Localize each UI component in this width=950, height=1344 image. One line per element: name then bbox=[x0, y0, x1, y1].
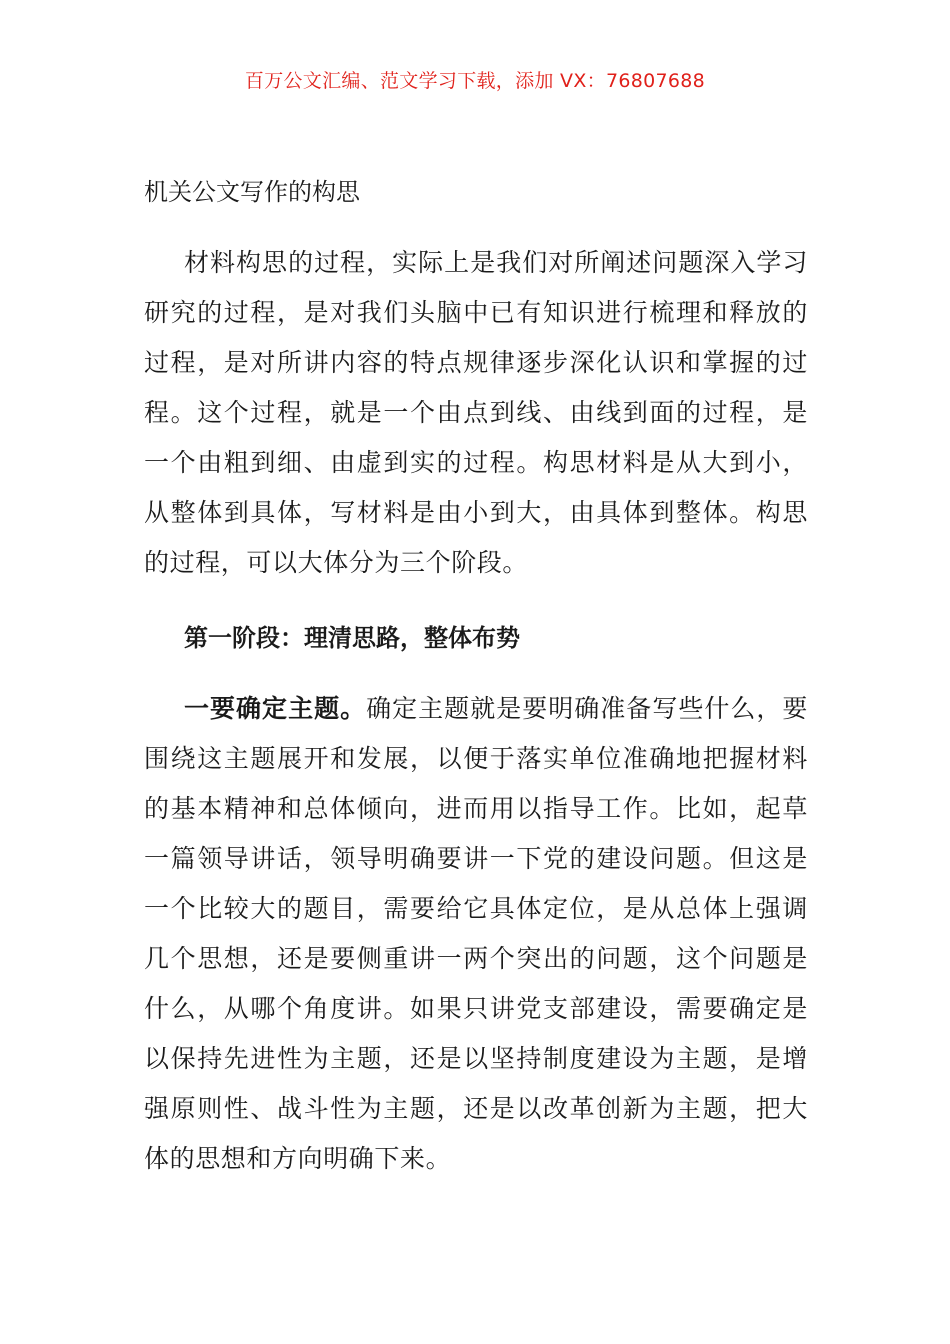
document-title: 机关公文写作的构思 bbox=[144, 178, 360, 206]
paragraph-determine-theme bbox=[144, 684, 808, 1184]
paragraph-lead-phrase: 一要确定主题。 bbox=[184, 694, 367, 723]
section-heading-stage-one: 第一阶段：理清思路，整体布势 bbox=[184, 624, 520, 652]
header-watermark-note: 百万公文汇编、范文学习下载，添加 VX：76807688 bbox=[244, 70, 706, 92]
paragraph-intro: 材料构思的过程，实际上是我们对所阐述问题深入学习研究的过程，是对我们头脑中已有知识进行梳理和释放的过程，是对所讲内容的特点规律逐步深化认识和掌握的过程。这个过程，就是一个由点到线、由线到面的过程，是一个由粗到细、由虚到实的过程。构思材料是从大到小，从整体到具体，写材料是由小到大，由具体到整体。构思的过程，可以大体分为三个阶段。 bbox=[144, 248, 808, 577]
document-body bbox=[144, 170, 808, 1184]
paragraph-body-text: 确定主题就是要明确准备写些什么，要围绕这主题展开和发展，以便于落实单位准确地把握材料的基本精神和总体倾向，进而用以指导工作。比如，起草一篇领导讲话，领导明确要讲一下党的建设问题。但这是一个比较大的题目，需要给它具体定位，是从总体上强调几个思想，还是要侧重讲一两个突出的问题，这个问题是什么，从哪个角度讲。如果只讲党支部建设，需要确定是以保持先进性为主题，还是以坚持制度建设为主题，是增强原则性、战斗性为主题，还是以改革创新为主题，把大体的思想和方向明确下来。 bbox=[144, 694, 809, 1173]
